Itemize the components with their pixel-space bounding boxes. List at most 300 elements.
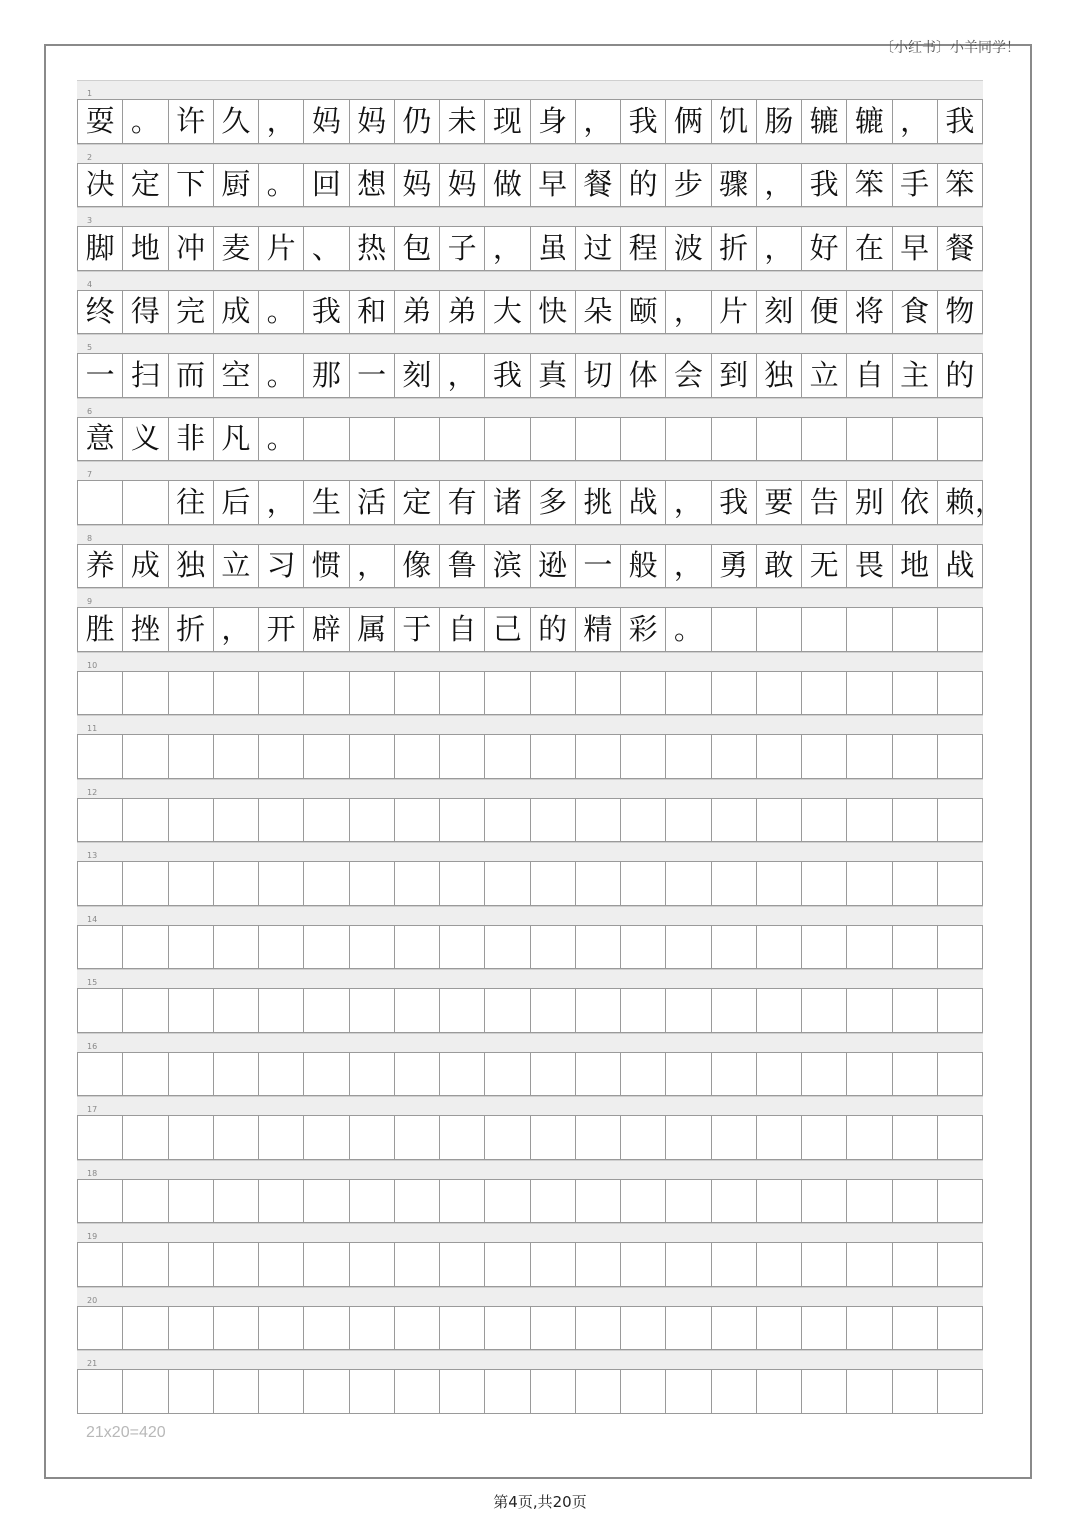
grid-cell	[712, 672, 757, 715]
grid-cell	[938, 1307, 983, 1350]
row-number: 17	[87, 1105, 98, 1114]
grid-cell	[304, 1307, 349, 1350]
grid-cell	[802, 989, 847, 1032]
row-cells	[77, 1052, 983, 1097]
grid-cell	[621, 1307, 666, 1350]
grid-cell: 脚	[78, 227, 123, 270]
grid-cell: 冲	[169, 227, 214, 270]
row-separator-strip	[77, 80, 983, 99]
grid-cell	[893, 672, 938, 715]
grid-cell	[123, 1243, 168, 1286]
grid-cell: 独	[169, 545, 214, 588]
grid-cell	[123, 1180, 168, 1223]
grid-cell	[169, 799, 214, 842]
grid-cell: 我	[938, 100, 983, 143]
grid-cell: ，	[350, 545, 395, 588]
grid-cell	[531, 989, 576, 1032]
grid-cell	[169, 672, 214, 715]
row-cells	[77, 480, 1004, 525]
grid-cell	[350, 672, 395, 715]
grid-cell	[214, 1370, 259, 1413]
grid-cell	[893, 1053, 938, 1096]
grid-row	[77, 1096, 983, 1160]
row-cells	[77, 861, 983, 906]
row-cells	[77, 163, 983, 208]
grid-cell	[123, 926, 168, 969]
grid-cell	[78, 1116, 123, 1159]
grid-row	[77, 207, 983, 271]
row-number: 2	[87, 152, 93, 162]
row-separator-strip	[77, 842, 983, 861]
grid-cell	[259, 1307, 304, 1350]
grid-cell	[802, 418, 847, 461]
grid-cell: 弟	[395, 291, 440, 334]
grid-cell: 独	[757, 354, 802, 397]
grid-cell	[531, 862, 576, 905]
grid-cell: 义	[123, 418, 168, 461]
grid-cell: 般	[621, 545, 666, 588]
grid-cell: 终	[78, 291, 123, 334]
grid-cell	[350, 989, 395, 1032]
row-cells	[77, 1306, 983, 1351]
grid-row	[77, 398, 983, 462]
grid-cell: 自	[440, 608, 485, 651]
grid-cell	[485, 989, 530, 1032]
grid-cell	[712, 608, 757, 651]
grid-cell: 许	[169, 100, 214, 143]
grid-cell	[78, 481, 123, 524]
grid-cell	[440, 1180, 485, 1223]
grid-cell: 到	[712, 354, 757, 397]
grid-cell	[531, 1370, 576, 1413]
grid-cell	[757, 989, 802, 1032]
row-cells	[77, 671, 983, 716]
row-number: 14	[87, 914, 98, 924]
grid-cell: 下	[169, 164, 214, 207]
grid-cell: 辟	[304, 608, 349, 651]
grid-cell	[893, 989, 938, 1032]
row-number: 1	[87, 89, 93, 98]
grid-cell: 妈	[304, 100, 349, 143]
grid-cell: 开	[259, 608, 304, 651]
grid-cell	[259, 1180, 304, 1223]
grid-row	[77, 652, 983, 716]
grid-cell	[395, 1243, 440, 1286]
grid-cell	[621, 799, 666, 842]
row-separator-strip	[77, 1160, 983, 1179]
grid-cell	[576, 862, 621, 905]
grid-cell: 耍	[78, 100, 123, 143]
grid-cell	[440, 862, 485, 905]
grid-cell	[757, 735, 802, 778]
grid-cell	[576, 799, 621, 842]
grid-row	[77, 969, 983, 1033]
grid-cell: 决	[78, 164, 123, 207]
grid-cell	[576, 1243, 621, 1286]
grid-cell	[802, 672, 847, 715]
grid-cell: 地	[123, 227, 168, 270]
grid-cell	[214, 1116, 259, 1159]
grid-cell	[304, 989, 349, 1032]
grid-cell	[304, 1053, 349, 1096]
grid-cell	[802, 1370, 847, 1413]
grid-cell	[847, 989, 892, 1032]
grid-cell	[802, 926, 847, 969]
grid-cell	[757, 926, 802, 969]
grid-cell: 刻	[395, 354, 440, 397]
grid-cell: 真	[531, 354, 576, 397]
grid-cell	[440, 1307, 485, 1350]
grid-cell	[395, 1370, 440, 1413]
grid-cell	[395, 926, 440, 969]
grid-cell: 骤	[712, 164, 757, 207]
grid-cell	[485, 862, 530, 905]
grid-cell: 妈	[350, 100, 395, 143]
grid-cell: 多	[531, 481, 576, 524]
grid-cell	[802, 1243, 847, 1286]
grid-row	[77, 1287, 983, 1351]
grid-cell	[304, 926, 349, 969]
grid-cell: 完	[169, 291, 214, 334]
grid-cell: 那	[304, 354, 349, 397]
grid-cell	[712, 1116, 757, 1159]
grid-cell	[712, 1053, 757, 1096]
grid-cell	[350, 926, 395, 969]
grid-cell	[666, 989, 711, 1032]
grid-cell	[802, 862, 847, 905]
grid-cell	[847, 1370, 892, 1413]
grid-cell: ，	[666, 481, 711, 524]
row-cells	[77, 353, 983, 398]
grid-row	[77, 779, 983, 843]
grid-cell	[485, 1053, 530, 1096]
grid-cell: 我	[802, 164, 847, 207]
grid-cell: 现	[485, 100, 530, 143]
grid-cell	[485, 1370, 530, 1413]
grid-cell	[259, 1053, 304, 1096]
grid-cell	[78, 672, 123, 715]
grid-cell: 自	[847, 354, 892, 397]
grid-cell: 惯	[304, 545, 349, 588]
grid-cell: 片	[259, 227, 304, 270]
grid-cell	[666, 1053, 711, 1096]
grid-cell	[847, 926, 892, 969]
row-number: 3	[87, 216, 93, 225]
grid-cell: 物	[938, 291, 983, 334]
grid-cell	[123, 1116, 168, 1159]
grid-cell	[621, 862, 666, 905]
grid-cell	[259, 926, 304, 969]
row-number: 10	[87, 660, 98, 670]
grid-cell	[78, 1243, 123, 1286]
grid-cell	[395, 799, 440, 842]
row-separator-strip	[77, 1223, 983, 1242]
row-separator-strip	[77, 969, 983, 988]
row-number: 8	[87, 533, 93, 543]
grid-cell: 我	[712, 481, 757, 524]
row-cells	[77, 99, 983, 144]
grid-cell	[938, 1370, 983, 1413]
grid-cell	[169, 1370, 214, 1413]
grid-cell	[78, 862, 123, 905]
grid-cell	[350, 1116, 395, 1159]
grid-row	[77, 271, 983, 335]
row-number: 9	[87, 597, 93, 606]
grid-cell: 敢	[757, 545, 802, 588]
grid-cell	[666, 862, 711, 905]
grid-cell: 我	[304, 291, 349, 334]
grid-row	[77, 461, 1004, 525]
grid-cell: ，	[666, 545, 711, 588]
grid-cell	[712, 862, 757, 905]
grid-cell: ，	[757, 164, 802, 207]
grid-cell	[350, 799, 395, 842]
grid-cell: 活	[350, 481, 395, 524]
grid-cell: 辘	[802, 100, 847, 143]
grid-cell: 。	[259, 164, 304, 207]
grid-cell	[304, 735, 349, 778]
grid-cell	[531, 926, 576, 969]
grid-cell	[757, 1180, 802, 1223]
grid-cell	[893, 1180, 938, 1223]
grid-cell: 手	[893, 164, 938, 207]
grid-cell: 得	[123, 291, 168, 334]
grid-cell: 有	[440, 481, 485, 524]
row-separator-strip	[77, 334, 983, 353]
row-separator-strip	[77, 461, 983, 480]
grid-cell: 的	[531, 608, 576, 651]
row-separator-strip	[77, 271, 983, 290]
grid-cell: 包	[395, 227, 440, 270]
grid-cell	[757, 1307, 802, 1350]
grid-cell: 想	[350, 164, 395, 207]
grid-cell: 成	[123, 545, 168, 588]
grid-cell	[531, 1307, 576, 1350]
grid-cell: 。	[259, 354, 304, 397]
grid-cell	[757, 1370, 802, 1413]
grid-cell: 俩	[666, 100, 711, 143]
grid-cell: 非	[169, 418, 214, 461]
grid-cell: 厨	[214, 164, 259, 207]
grid-cell	[395, 1307, 440, 1350]
grid-cell	[259, 735, 304, 778]
row-cells	[77, 734, 983, 779]
grid-cell: 餐	[576, 164, 621, 207]
grid-cell: 妈	[440, 164, 485, 207]
grid-cell: 子	[440, 227, 485, 270]
grid-cell	[666, 418, 711, 461]
grid-row	[77, 906, 983, 970]
grid-cell	[802, 608, 847, 651]
grid-cell	[485, 1180, 530, 1223]
grid-cell	[621, 418, 666, 461]
grid-cell	[304, 418, 349, 461]
grid-cell: 饥	[712, 100, 757, 143]
grid-cell	[938, 862, 983, 905]
grid-cell	[847, 862, 892, 905]
grid-cell	[304, 799, 349, 842]
grid-cell: 战	[621, 481, 666, 524]
grid-cell	[123, 481, 168, 524]
grid-cell	[485, 735, 530, 778]
manuscript-grid	[77, 80, 1004, 1414]
grid-cell: 折	[169, 608, 214, 651]
grid-cell	[304, 1116, 349, 1159]
grid-cell	[123, 799, 168, 842]
grid-cell	[802, 735, 847, 778]
grid-cell	[123, 1370, 168, 1413]
grid-cell	[440, 1116, 485, 1159]
grid-cell: 告	[802, 481, 847, 524]
grid-cell: 而	[169, 354, 214, 397]
grid-cell	[576, 1370, 621, 1413]
grid-cell	[78, 1307, 123, 1350]
grid-cell: 肠	[757, 100, 802, 143]
row-separator-strip	[77, 207, 983, 226]
grid-cell	[259, 799, 304, 842]
grid-cell	[712, 989, 757, 1032]
grid-cell	[440, 1370, 485, 1413]
grid-cell: 片	[712, 291, 757, 334]
grid-cell: 笨	[938, 164, 983, 207]
grid-cell: 勇	[712, 545, 757, 588]
grid-cell: 、	[304, 227, 349, 270]
grid-cell: 在	[847, 227, 892, 270]
grid-cell	[485, 418, 530, 461]
grid-cell: 我	[485, 354, 530, 397]
grid-cell: 。	[259, 291, 304, 334]
grid-cell: 定	[395, 481, 440, 524]
grid-cell	[350, 1180, 395, 1223]
grid-cell	[712, 1370, 757, 1413]
grid-row	[77, 1033, 983, 1097]
grid-cell	[621, 1116, 666, 1159]
grid-cell: 一	[350, 354, 395, 397]
grid-cell	[938, 735, 983, 778]
grid-row	[77, 842, 983, 906]
grid-cell: 诸	[485, 481, 530, 524]
row-number: 11	[87, 724, 98, 733]
page-indicator: 第4页,共20页	[493, 1493, 587, 1511]
grid-cell	[169, 1180, 214, 1223]
grid-cell	[621, 735, 666, 778]
row-separator-strip	[77, 1033, 983, 1052]
grid-cell	[440, 418, 485, 461]
grid-cell	[576, 672, 621, 715]
grid-cell: 便	[802, 291, 847, 334]
grid-cell	[350, 1370, 395, 1413]
grid-cell: 早	[893, 227, 938, 270]
grid-cell	[485, 799, 530, 842]
grid-cell	[350, 735, 395, 778]
grid-cell	[802, 1116, 847, 1159]
grid-cell	[440, 989, 485, 1032]
grid-cell: 弟	[440, 291, 485, 334]
grid-cell: 波	[666, 227, 711, 270]
row-separator-strip	[77, 144, 983, 163]
grid-cell	[440, 672, 485, 715]
grid-cell: 早	[531, 164, 576, 207]
grid-cell	[304, 862, 349, 905]
grid-cell	[214, 1307, 259, 1350]
grid-cell	[576, 1116, 621, 1159]
grid-cell	[621, 989, 666, 1032]
grid-cell	[757, 418, 802, 461]
grid-cell: 后	[214, 481, 259, 524]
grid-cell	[847, 1243, 892, 1286]
grid-cell: 地	[893, 545, 938, 588]
grid-cell	[893, 799, 938, 842]
grid-cell	[169, 1053, 214, 1096]
row-number: 16	[87, 1041, 98, 1051]
grid-cell	[938, 1053, 983, 1096]
grid-cell: 好	[802, 227, 847, 270]
grid-cell	[847, 1116, 892, 1159]
row-number: 21	[87, 1359, 98, 1368]
grid-cell	[350, 418, 395, 461]
grid-cell	[938, 608, 983, 651]
grid-cell	[169, 1243, 214, 1286]
grid-cell: 精	[576, 608, 621, 651]
grid-cell	[893, 735, 938, 778]
grid-cell	[893, 608, 938, 651]
grid-cell: 朵	[576, 291, 621, 334]
grid-cell: 体	[621, 354, 666, 397]
grid-cell: 畏	[847, 545, 892, 588]
grid-cell	[712, 799, 757, 842]
grid-cell	[395, 735, 440, 778]
grid-cell	[395, 672, 440, 715]
grid-cell	[893, 418, 938, 461]
grid-cell: 意	[78, 418, 123, 461]
grid-cell	[757, 1243, 802, 1286]
grid-cell	[757, 608, 802, 651]
grid-cell	[259, 989, 304, 1032]
row-separator-strip	[77, 1287, 983, 1306]
row-cells	[77, 1242, 983, 1287]
row-number: 18	[87, 1168, 98, 1178]
row-number: 15	[87, 978, 98, 987]
grid-cell: 立	[802, 354, 847, 397]
grid-cell	[666, 1180, 711, 1223]
grid-cell: 的	[621, 164, 666, 207]
grid-cell	[847, 1053, 892, 1096]
grid-cell	[893, 1116, 938, 1159]
grid-cell: 要	[757, 481, 802, 524]
grid-cell: ，	[259, 100, 304, 143]
grid-cell: 立	[214, 545, 259, 588]
grid-row	[77, 1350, 983, 1414]
grid-cell: 战	[938, 545, 983, 588]
grid-cell	[847, 608, 892, 651]
row-cells	[77, 417, 983, 462]
grid-cell: 挫	[123, 608, 168, 651]
grid-cell	[666, 1370, 711, 1413]
grid-cell	[395, 1180, 440, 1223]
grid-cell	[214, 989, 259, 1032]
grid-cell: 定	[123, 164, 168, 207]
grid-row	[77, 1160, 983, 1224]
grid-cell	[214, 735, 259, 778]
grid-cell	[485, 1116, 530, 1159]
grid-row	[77, 715, 983, 779]
grid-cell	[666, 926, 711, 969]
grid-cell	[123, 862, 168, 905]
grid-cell	[576, 926, 621, 969]
grid-cell: 主	[893, 354, 938, 397]
grid-cell	[621, 1370, 666, 1413]
grid-cell	[123, 735, 168, 778]
